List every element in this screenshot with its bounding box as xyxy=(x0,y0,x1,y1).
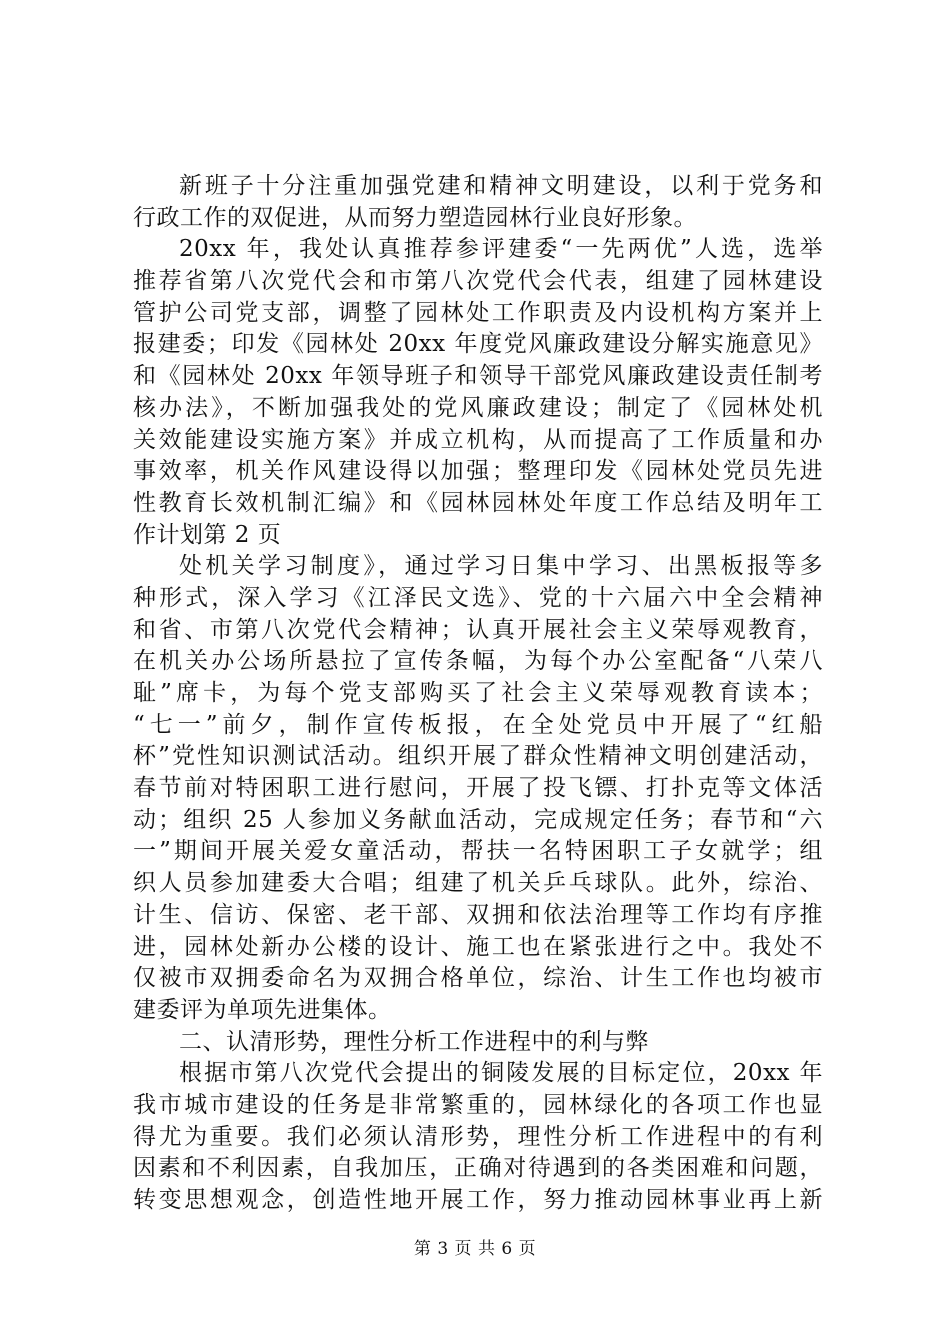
text-line: 一”期间开展关爱女童活动，帮扶一名特困职工子女就学；组 xyxy=(133,838,823,865)
text-line: 进，园林处新办公楼的设计、施工也在紧张进行之中。我处不 xyxy=(133,933,823,960)
text-line: 耻”席卡，为每个党支部购买了社会主义荣辱观教育读本； xyxy=(133,680,823,706)
text-line: 新班子十分注重加强党建和精神文明建设，以利于党务和 xyxy=(179,173,823,199)
text-line: 处机关学习制度》，通过学习日集中学习、出黑板报等多 xyxy=(179,553,823,580)
text-line: 根据市第八次党代会提出的铜陵发展的目标定位，20xx 年 xyxy=(179,1060,823,1087)
text-line: 作计划第 2 页 xyxy=(133,521,282,548)
text-line: 织人员参加建委大合唱；组建了机关乒乓球队。此外，综治、 xyxy=(133,870,823,897)
text-line: 关效能建设实施方案》并成立机构，从而提高了工作质量和办 xyxy=(133,426,823,453)
page-footer xyxy=(0,1237,950,1261)
text-line: 报建委；印发《园林处 20xx 年度党风廉政建设分解实施意见》 xyxy=(133,331,823,358)
text-line: 仅被市双拥委命名为双拥合格单位，综治、计生工作也均被市 xyxy=(133,965,823,992)
text-line: 春节前对特困职工进行慰问，开展了投飞镖、打扑克等文体活 xyxy=(133,775,823,802)
page-number: 第 3 页 共 6 页 xyxy=(413,1239,537,1259)
text-line: 行政工作的双促进，从而努力塑造园林行业良好形象。 xyxy=(133,204,697,231)
text-line: 我市城市建设的任务是非常繁重的，园林绿化的各项工作也显 xyxy=(133,1091,823,1118)
text-line: 杯”党性知识测试活动。组织开展了群众性精神文明创建活动， xyxy=(133,743,823,770)
text-line: 20xx 年，我处认真推荐参评建委“一先两优”人选，选举 xyxy=(179,236,823,263)
text-line: 建委评为单项先进集体。 xyxy=(133,996,392,1023)
text-line: 事效率，机关作风建设得以加强；整理印发《园林处党员先进 xyxy=(133,458,823,485)
text-line: 因素和不利因素，自我加压，正确对待遇到的各类困难和问题， xyxy=(133,1155,823,1182)
text-line: 在机关办公场所悬拉了宣传条幅，为每个办公室配备“八荣八 xyxy=(133,648,823,675)
text-line: 管护公司党支部，调整了园林处工作职责及内设机构方案并上 xyxy=(133,299,823,326)
text-line: 核办法》，不断加强我处的党风廉政建设；制定了《园林处机 xyxy=(133,394,823,421)
section-heading: 二、认清形势，理性分析工作进程中的利与弊 xyxy=(179,1028,649,1055)
text-line: 转变思想观念，创造性地开展工作，努力推动园林事业再上新 xyxy=(133,1187,823,1213)
text-line: 得尤为重要。我们必须认清形势，理性分析工作进程中的有利 xyxy=(133,1123,823,1150)
text-line: “七一”前夕，制作宣传板报，在全处党员中开展了“红船 xyxy=(133,711,823,738)
text-line: 推荐省第八次党代会和市第八次党代会代表，组建了园林建设 xyxy=(133,268,823,295)
text-line: 和省、市第八次党代会精神；认真开展社会主义荣辱观教育， xyxy=(133,616,823,643)
body-text xyxy=(133,171,823,1217)
text-line: 种形式，深入学习《江泽民文选》、党的十六届六中全会精神 xyxy=(133,584,823,611)
text-line: 计生、信访、保密、老干部、双拥和依法治理等工作均有序推 xyxy=(133,901,823,928)
text-line: 性教育长效机制汇编》和《园林园林处年度工作总结及明年工 xyxy=(133,489,823,516)
text-line: 和《园林处 20xx 年领导班子和领导干部党风廉政建设责任制考 xyxy=(133,363,823,390)
text-line: 动；组织 25 人参加义务献血活动，完成规定任务；春节和“六 xyxy=(133,806,823,833)
